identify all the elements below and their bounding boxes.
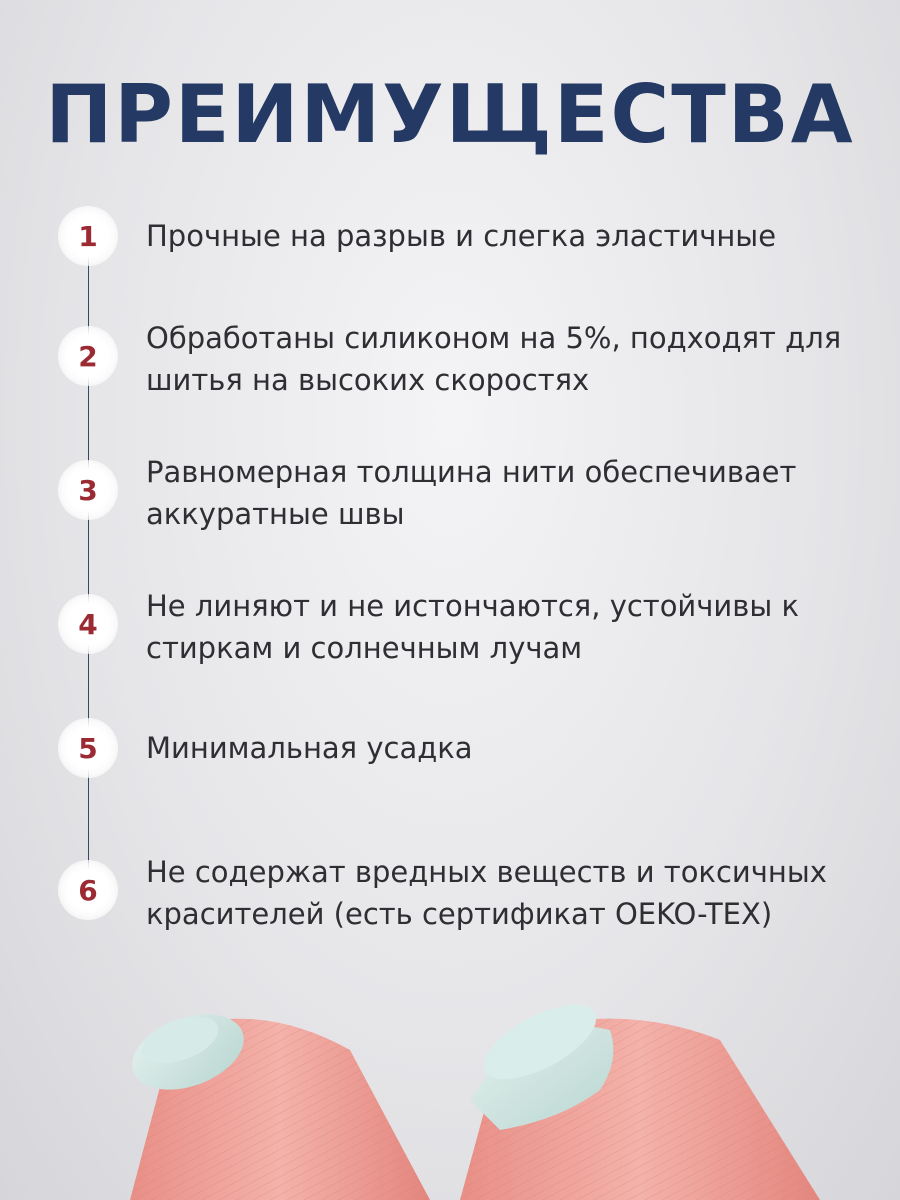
number-badge bbox=[58, 326, 118, 386]
item-text: Прочные на разрыв и слегка эластичные bbox=[146, 219, 777, 253]
spool-left bbox=[122, 1000, 430, 1200]
page-title: ПРЕИМУЩЕСТВА bbox=[45, 68, 855, 161]
item-text: Минимальная усадка bbox=[146, 731, 473, 765]
item-text: Не содержат вредных веществ и токсичных красителей (есть сертификат OEKO-TEX) bbox=[146, 855, 827, 931]
item-text: Не линяют и не истончаются, устойчивы к стиркам и солнечным лучам bbox=[146, 589, 799, 665]
number-badge bbox=[58, 718, 118, 778]
item-number: 1 bbox=[78, 219, 98, 253]
number-badge bbox=[58, 594, 118, 654]
item-number: 5 bbox=[78, 731, 98, 765]
thread-spools-illustration bbox=[0, 990, 900, 1200]
item-text: Обработаны силиконом на 5%, подходят для шитья на высоких скоростях bbox=[146, 321, 842, 397]
item-number: 3 bbox=[78, 473, 98, 507]
item-number: 6 bbox=[78, 873, 98, 907]
number-badge bbox=[58, 206, 118, 266]
item-number: 4 bbox=[78, 607, 98, 641]
spool-right bbox=[460, 990, 820, 1200]
item-text: Равномерная толщина нити обеспечивает аккуратные швы bbox=[146, 455, 797, 531]
number-badge bbox=[58, 860, 118, 920]
item-number: 2 bbox=[78, 339, 98, 373]
number-badge bbox=[58, 460, 118, 520]
